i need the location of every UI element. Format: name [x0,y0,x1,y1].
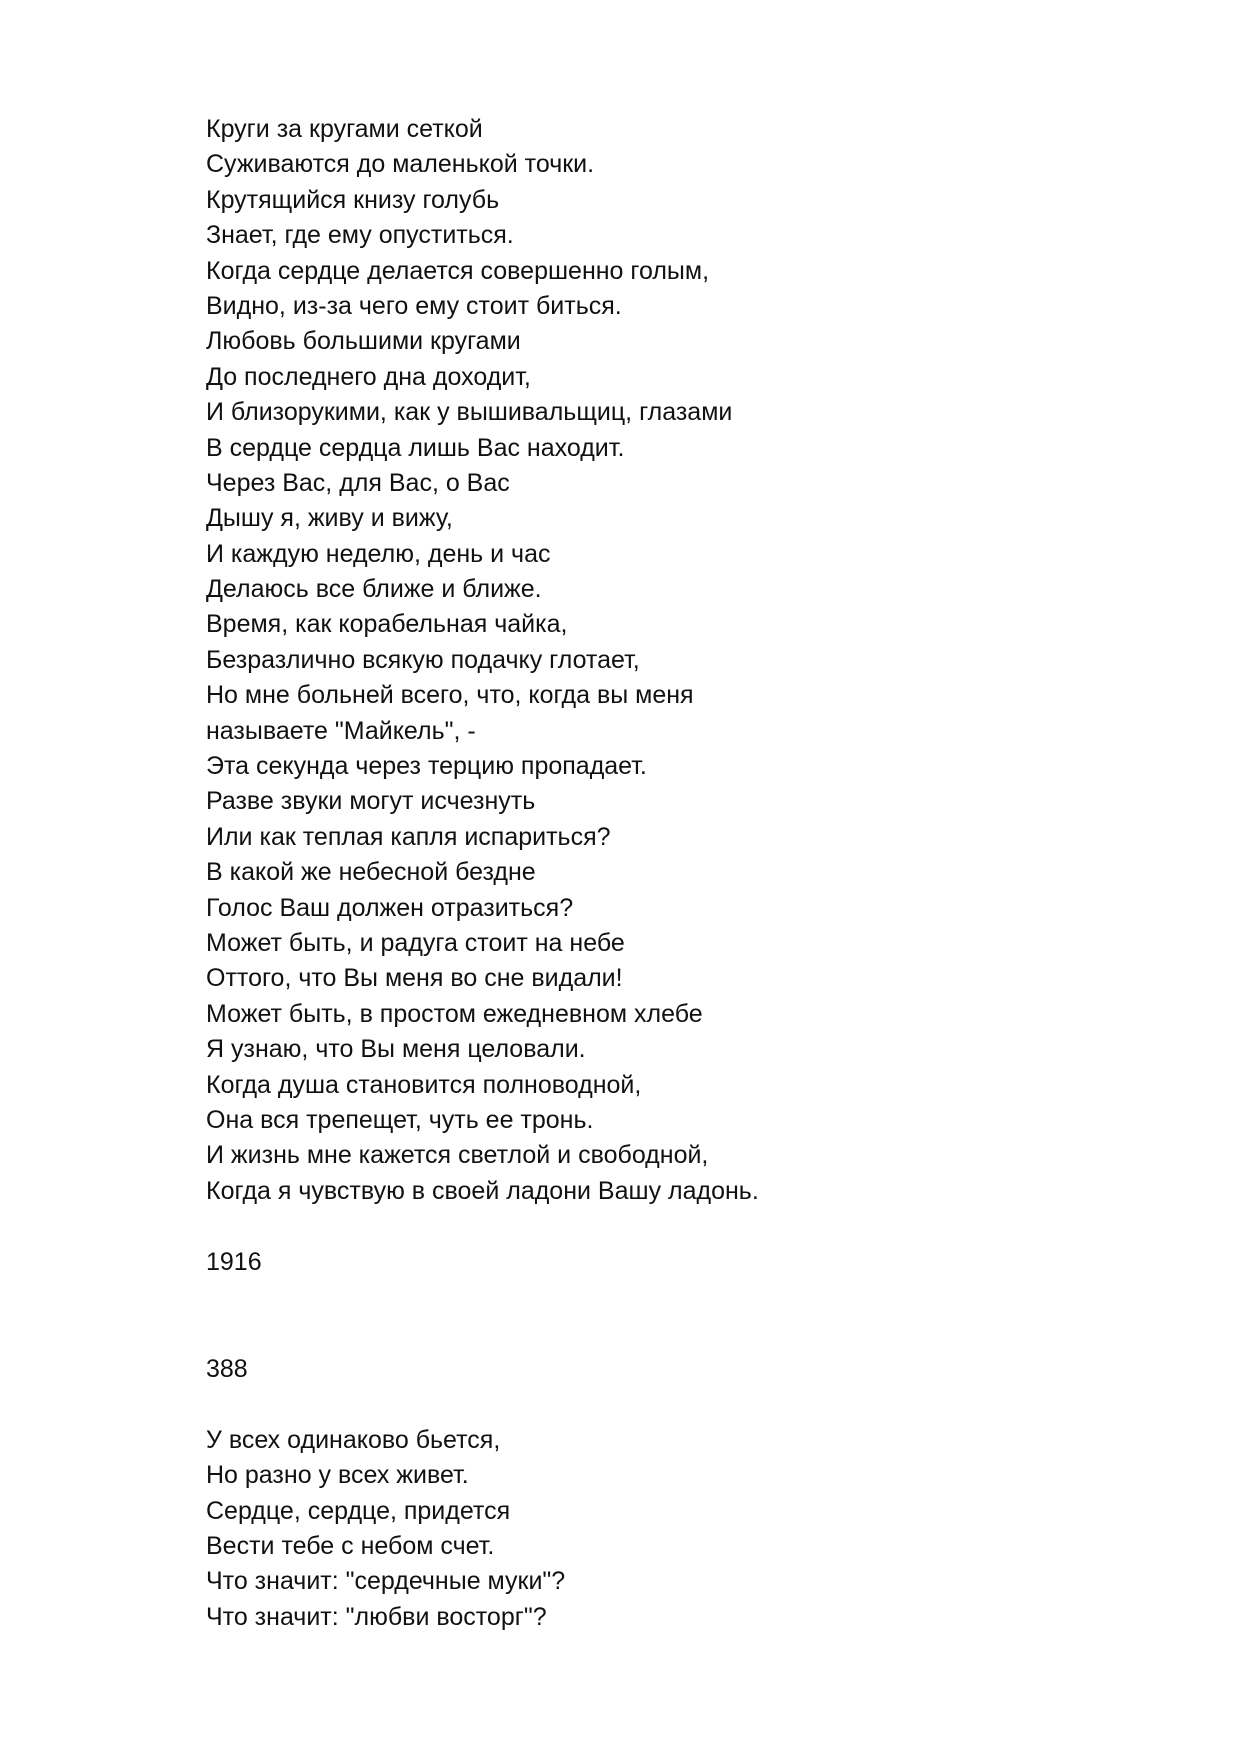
poem-line: Разве звуки могут исчезнуть [206,787,536,816]
poem-line: До последнего дна доходит, [206,362,531,391]
poem-line: Вести тебе с небом счет. [206,1532,495,1561]
poem-line: Безразлично всякую подачку глотает, [206,645,640,674]
poem-line: Время, как корабельная чайка, [206,610,568,639]
poem-line: Оттого, что Вы меня во сне видали! [206,964,623,993]
poem-line: Любовь большими кругами [206,327,521,356]
poem-line: Крутящийся книзу голубь [206,185,500,214]
poem-line: Суживаются до маленькой точки. [206,150,595,179]
poem-line: Знает, где ему опуститься. [206,221,514,250]
poem-line: Голос Ваш должен отразиться? [206,893,574,922]
poem-line: Я узнаю, что Вы меня целовали. [206,1035,586,1064]
poem-line: Она вся трепещет, чуть ее тронь. [206,1105,594,1134]
poem-line: Или как теплая капля испариться? [206,822,611,851]
document-page [206,112,1166,1635]
poem-line: Круги за кругами сеткой [206,115,483,143]
poem-line: Видно, из-за чего ему стоит биться. [206,291,622,320]
poem-1-year: 1916 [206,1248,262,1277]
poem-line: Дышу я, живу и вижу, [206,504,453,533]
poem-line: Делаюсь все ближе и ближе. [206,575,542,604]
poem-1-text [206,112,1166,1209]
poem-line: называете "Майкель", - [206,716,476,745]
poem-line: Может быть, в простом ежедневном хлебе [206,999,703,1028]
poem-line: Но мне больней всего, что, когда вы меня [206,681,694,710]
poem-line: В сердце сердца лишь Вас находит. [206,433,625,462]
poem-line: И жизнь мне кажется светлой и свободной, [206,1141,709,1170]
poem-line: Когда я чувствую в своей ладони Вашу ладонь. [206,1176,759,1205]
poem-line: Но разно у всех живет. [206,1461,469,1490]
poem-line: Когда душа становится полноводной, [206,1070,642,1099]
poem-line: Сердце, сердце, придется [206,1496,511,1525]
poem-line: Что значит: "любви восторг"? [206,1602,547,1631]
poem-line: Когда сердце делается совершенно голым, [206,256,710,285]
poem-line: Эта секунда через терцию пропадает. [206,752,647,781]
poem-line: Через Вас, для Вас, о Вас [206,468,510,497]
poem-line: И близорукими, как у вышивальщиц, глазами [206,398,733,427]
poem-line: В какой же небесной бездне [206,858,536,887]
poem-line: Может быть, и радуга стоит на небе [206,928,625,957]
poem-2-text [206,1423,1166,1635]
poem-line: Что значит: "сердечные муки"? [206,1567,566,1596]
poem-line: У всех одинаково бьется, [206,1425,501,1454]
poem-2-number: 388 [206,1354,248,1383]
poem-line: И каждую неделю, день и час [206,539,551,568]
